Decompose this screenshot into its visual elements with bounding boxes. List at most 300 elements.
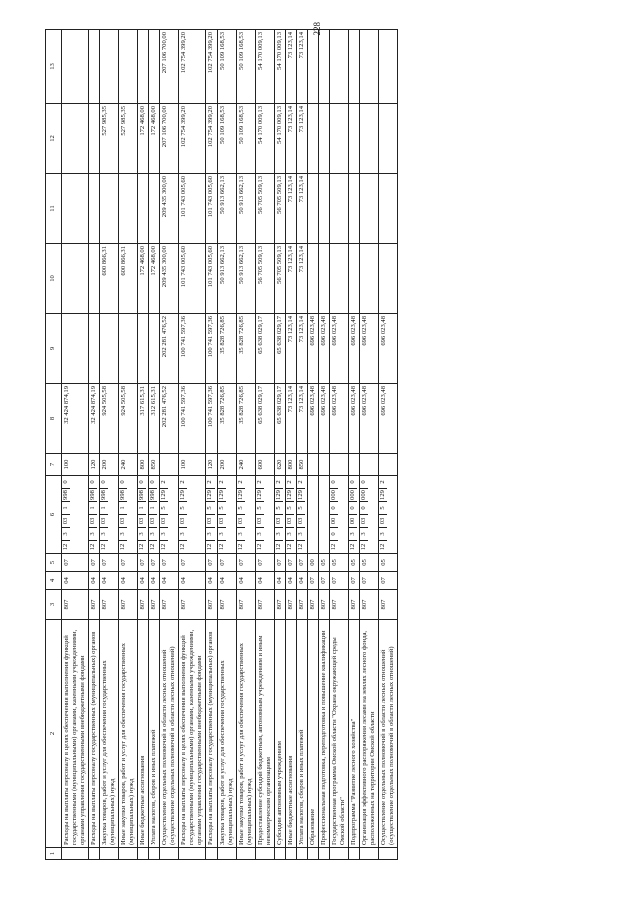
target-article-code-part: 12	[379, 540, 387, 553]
section-code-cell: 04	[179, 572, 206, 590]
target-article-code-part: 03	[138, 514, 146, 527]
column-header-9: 9	[46, 314, 62, 384]
column-header-8: 8	[46, 384, 62, 454]
subsection-code-cell: 07	[255, 554, 274, 572]
target-article-code-cell	[307, 476, 318, 554]
target-article-code-cell	[160, 476, 179, 554]
target-article-code-part: 3	[360, 527, 368, 540]
target-article-code-part: 03	[160, 514, 168, 527]
amount-cell-12: 527 985,35	[100, 104, 119, 174]
target-article-code-part: 3	[297, 527, 305, 540]
target-article-code-cell	[206, 476, 217, 554]
table-row	[274, 30, 285, 860]
amount-cell-12	[348, 104, 359, 174]
target-article-code-part: 03	[62, 514, 70, 527]
item-name-cell: Государственная программа Омской области "Охрана окружающей среды Омской области"	[329, 620, 348, 848]
amount-cell-9: 65 638 029,17	[274, 314, 285, 384]
amount-cell-13: 54 170 009,13	[274, 30, 285, 104]
amount-cell-12: 172 468,00	[149, 104, 160, 174]
subsection-code-cell: 07	[160, 554, 179, 572]
amount-cell-13	[318, 30, 329, 104]
expense-type-cell	[359, 454, 378, 476]
amount-cell-11: 56 705 509,13	[255, 174, 274, 244]
row-index-cell	[100, 848, 119, 860]
ministry-code-cell: 807	[160, 590, 179, 620]
amount-cell-13	[62, 30, 89, 104]
item-name-cell: Уплата налогов, сборов и иных платежей	[149, 620, 160, 848]
target-article-code-part: 2	[206, 480, 214, 484]
table-row	[100, 30, 119, 860]
table-row	[255, 30, 274, 860]
target-article-code-part: 129	[275, 488, 283, 501]
target-article-code-part: 3	[286, 527, 294, 540]
expense-type-cell	[379, 454, 398, 476]
target-article-code-part: 1	[149, 501, 157, 514]
amount-cell-12: 54 170 009,13	[274, 104, 285, 174]
target-article-code-part: 00	[349, 514, 357, 527]
amount-cell-13: 50 109 168,53	[217, 30, 236, 104]
column-header-1: 1	[46, 848, 62, 860]
target-article-code-part: 998	[89, 488, 97, 501]
amount-cell-12: 73 123,14	[296, 104, 307, 174]
amount-cell-13	[138, 30, 149, 104]
amount-cell-13: 50 109 168,53	[236, 30, 255, 104]
expense-type-cell: 600	[255, 454, 274, 476]
expense-type-cell: 850	[296, 454, 307, 476]
subsection-code-cell: 07	[217, 554, 236, 572]
amount-cell-8: 73 123,14	[296, 384, 307, 454]
ministry-code-cell: 807	[149, 590, 160, 620]
table-row	[348, 30, 359, 860]
item-name-cell: Иные бюджетные ассигнования	[138, 620, 149, 848]
amount-cell-12	[89, 104, 100, 174]
expense-type-cell: 120	[206, 454, 217, 476]
amount-cell-9: 35 828 726,85	[217, 314, 236, 384]
item-name-cell: Уплата налогов, сборов и иных платежей	[296, 620, 307, 848]
item-name-cell: Организация эффективного распоряжения лесами на землях лесного фонда, расположенных на территории Омской области	[359, 620, 378, 848]
section-code-cell: 04	[160, 572, 179, 590]
target-article-code-part: 12	[360, 540, 368, 553]
subsection-code-cell: 07	[274, 554, 285, 572]
target-article-code-part: 0	[330, 501, 338, 514]
row-index-cell	[307, 848, 318, 860]
target-article-code-part: 12	[256, 540, 264, 553]
target-article-code-part: 0	[62, 480, 69, 484]
amount-cell-9: 73 123,14	[296, 314, 307, 384]
subsection-code-cell: 05	[329, 554, 348, 572]
table-row	[285, 30, 296, 860]
amount-cell-8: 696 023,48	[348, 384, 359, 454]
row-index-cell	[318, 848, 329, 860]
target-article-code-part: 0	[330, 527, 338, 540]
target-article-code-cell	[138, 476, 149, 554]
target-article-code-cell	[236, 476, 255, 554]
subsection-code-cell: 07	[285, 554, 296, 572]
budget-table	[45, 29, 398, 860]
row-index-cell	[255, 848, 274, 860]
amount-cell-13: 102 754 399,20	[179, 30, 206, 104]
ministry-code-cell: 807	[236, 590, 255, 620]
table-row	[217, 30, 236, 860]
amount-cell-10	[379, 244, 398, 314]
target-article-code-part: 3	[138, 527, 146, 540]
amount-cell-11: 50 913 662,13	[217, 174, 236, 244]
target-article-code-part: 3	[160, 527, 168, 540]
amount-cell-11	[119, 174, 138, 244]
subsection-code-cell: 05	[318, 554, 329, 572]
target-article-code-part: 0	[329, 480, 337, 484]
target-article-code-part: 03	[275, 514, 283, 527]
amount-cell-10	[62, 244, 89, 314]
target-article-code-part: 2	[285, 480, 293, 484]
amount-cell-9: 696 023,48	[307, 314, 318, 384]
amount-cell-12: 172 468,00	[138, 104, 149, 174]
expense-type-cell: 240	[119, 454, 138, 476]
amount-cell-9: 696 023,48	[329, 314, 348, 384]
amount-cell-12: 527 985,35	[119, 104, 138, 174]
row-index-cell	[359, 848, 378, 860]
amount-cell-10: 50 913 662,13	[217, 244, 236, 314]
amount-cell-8: 924 505,58	[119, 384, 138, 454]
target-article-code-part: 2	[296, 480, 304, 484]
section-code-cell: 04	[296, 572, 307, 590]
subsection-code-cell: 00	[307, 554, 318, 572]
item-name-cell: Закупка товаров, работ и услуг для обеспечения государственных (муниципальных) нужд	[217, 620, 236, 848]
column-header-2: 2	[46, 620, 62, 848]
expense-type-cell: 240	[236, 454, 255, 476]
target-article-code-part: 12	[62, 540, 70, 553]
target-article-code-cell	[274, 476, 285, 554]
row-index-cell	[348, 848, 359, 860]
item-name-cell: Закупка товаров, работ и услуг для обеспечения государственных (муниципальных) нужд	[100, 620, 119, 848]
column-header-7: 7	[46, 454, 62, 476]
amount-cell-13: 54 170 009,13	[255, 30, 274, 104]
table-row	[296, 30, 307, 860]
target-article-code-part: 1	[89, 501, 97, 514]
section-code-cell: 07	[329, 572, 348, 590]
section-code-cell: 04	[255, 572, 274, 590]
amount-cell-10: 101 743 005,60	[206, 244, 217, 314]
amount-cell-11: 73 123,14	[296, 174, 307, 244]
target-article-code-part: 12	[119, 540, 127, 553]
target-article-code-part: 03	[206, 514, 214, 527]
amount-cell-12: 102 754 399,20	[206, 104, 217, 174]
column-header-6: 6	[46, 476, 62, 554]
ministry-code-cell: 807	[100, 590, 119, 620]
item-name-cell: Расходы на выплаты персоналу в целях обеспечения выполнения функций государственными (муниципальными) органами, казенными учреждениями, органами управления государственными внебюджетными фондами	[179, 620, 206, 848]
subsection-code-cell: 07	[206, 554, 217, 572]
target-article-code-part: 3	[89, 527, 97, 540]
amount-cell-12: 207 106 700,00	[160, 104, 179, 174]
amount-cell-8: 696 023,48	[379, 384, 398, 454]
target-article-code-part: 000	[360, 488, 368, 501]
amount-cell-11: 101 743 005,60	[179, 174, 206, 244]
target-article-code-cell	[285, 476, 296, 554]
amount-cell-13: 207 106 700,00	[160, 30, 179, 104]
ministry-code-cell: 807	[62, 590, 89, 620]
amount-cell-13: 102 754 399,20	[206, 30, 217, 104]
item-name-cell: Осуществление отдельных полномочий в области лесных отношений (осуществление отдельных полномочий в области лесных отношений)	[160, 620, 179, 848]
table-row	[89, 30, 100, 860]
column-header-10: 10	[46, 244, 62, 314]
item-name-cell: Иные закупки товаров, работ и услуг для обеспечения государственных (муниципальных) нужд	[119, 620, 138, 848]
table-row	[359, 30, 378, 860]
target-article-code-part: 12	[89, 540, 97, 553]
table-row	[138, 30, 149, 860]
item-name-cell: Предоставление субсидий бюджетным, автономным учреждениям и иным некоммерческим организациям	[255, 620, 274, 848]
expense-type-cell: 620	[274, 454, 285, 476]
table-row	[379, 30, 398, 860]
amount-cell-10	[307, 244, 318, 314]
ministry-code-cell: 807	[255, 590, 274, 620]
ministry-code-cell: 807	[318, 590, 329, 620]
target-article-code-part: 2	[236, 480, 244, 484]
amount-cell-10: 600 866,31	[119, 244, 138, 314]
item-name-cell: Расходы на выплаты персоналу государственных (муниципальных) органов	[206, 620, 217, 848]
amount-cell-8: 924 505,58	[100, 384, 119, 454]
subsection-code-cell: 07	[89, 554, 100, 572]
item-name-cell: Образование	[307, 620, 318, 848]
amount-cell-13	[307, 30, 318, 104]
expense-type-cell: 850	[149, 454, 160, 476]
item-name-cell: Подпрограмма "Развитие лесного хозяйства"	[348, 620, 359, 848]
amount-cell-11	[348, 174, 359, 244]
target-article-code-part: 129	[379, 488, 387, 501]
target-article-code-part: 5	[379, 501, 387, 514]
target-article-code-part: 12	[275, 540, 283, 553]
expense-type-cell: 100	[179, 454, 206, 476]
target-article-code-part: 129	[256, 488, 264, 501]
row-index-cell	[217, 848, 236, 860]
target-article-code-part: 0	[348, 480, 356, 484]
target-article-code-part: 03	[179, 514, 187, 527]
target-article-code-part: 12	[237, 540, 245, 553]
target-article-code-part: 3	[256, 527, 264, 540]
ministry-code-cell: 807	[285, 590, 296, 620]
item-name-cell: Расходы на выплаты персоналу государственных (муниципальных) органов	[89, 620, 100, 848]
amount-cell-10: 56 705 509,13	[255, 244, 274, 314]
target-article-code-part: 03	[286, 514, 294, 527]
target-article-code-part: 0	[100, 480, 108, 484]
table-row	[318, 30, 329, 860]
target-article-code-part: 12	[206, 540, 214, 553]
target-article-code-part: 03	[297, 514, 305, 527]
target-article-code-cell	[379, 476, 398, 554]
subsection-code-cell: 05	[379, 554, 398, 572]
target-article-code-cell	[149, 476, 160, 554]
subsection-code-cell: 07	[100, 554, 119, 572]
target-article-code-part: 3	[100, 527, 108, 540]
amount-cell-10	[89, 244, 100, 314]
target-article-code-part: 03	[149, 514, 157, 527]
amount-cell-11	[62, 174, 89, 244]
target-article-code-part: 03	[256, 514, 264, 527]
target-article-code-part: 03	[360, 514, 368, 527]
amount-cell-8: 100 741 597,36	[179, 384, 206, 454]
target-article-code-part: 03	[119, 514, 127, 527]
amount-cell-10: 600 866,31	[100, 244, 119, 314]
target-article-code-part: 3	[119, 527, 127, 540]
amount-cell-11	[318, 174, 329, 244]
target-article-code-part: 5	[237, 501, 245, 514]
amount-cell-13	[359, 30, 378, 104]
target-article-code-part: 12	[297, 540, 305, 553]
section-code-cell: 04	[217, 572, 236, 590]
target-article-code-part: 0	[149, 480, 157, 484]
target-article-code-part: 1	[119, 501, 127, 514]
target-article-code-part: 5	[179, 501, 187, 514]
row-index-cell	[138, 848, 149, 860]
amount-cell-12: 102 754 399,20	[179, 104, 206, 174]
subsection-code-cell: 05	[348, 554, 359, 572]
amount-cell-11	[379, 174, 398, 244]
amount-cell-11	[89, 174, 100, 244]
amount-cell-10	[359, 244, 378, 314]
amount-cell-11: 209 435 300,00	[160, 174, 179, 244]
target-article-code-part: 12	[160, 540, 168, 553]
target-article-code-part: 3	[237, 527, 245, 540]
row-index-cell	[379, 848, 398, 860]
target-article-code-part: 3	[179, 527, 187, 540]
amount-cell-8: 65 638 029,17	[255, 384, 274, 454]
target-article-code-part: 0	[359, 480, 367, 484]
item-name-cell: Осуществление отдельных полномочий в области лесных отношений (осуществление отдельных полномочий в области лесных отношений)	[379, 620, 398, 848]
target-article-code-part: 1	[62, 501, 70, 514]
subsection-code-cell: 07	[236, 554, 255, 572]
amount-cell-9: 696 023,48	[318, 314, 329, 384]
target-article-code-part: 129	[297, 488, 305, 501]
target-article-code-part: 0	[89, 480, 97, 484]
row-index-cell	[149, 848, 160, 860]
target-article-code-part: 0	[138, 480, 146, 484]
row-index-cell	[206, 848, 217, 860]
amount-cell-9	[138, 314, 149, 384]
target-article-code-part: 129	[179, 488, 187, 501]
ministry-code-cell: 807	[274, 590, 285, 620]
table-row	[160, 30, 179, 860]
section-code-cell: 04	[206, 572, 217, 590]
expense-type-cell	[160, 454, 179, 476]
target-article-code-part: 3	[62, 527, 70, 540]
expense-type-cell: 200	[217, 454, 236, 476]
amount-cell-10: 56 705 509,13	[274, 244, 285, 314]
ministry-code-cell: 807	[296, 590, 307, 620]
target-article-code-cell	[100, 476, 119, 554]
target-article-code-part: 998	[138, 488, 146, 501]
row-index-cell	[236, 848, 255, 860]
item-name-cell: Субсидии автономным учреждениям	[274, 620, 285, 848]
table-row	[149, 30, 160, 860]
target-article-code-cell	[348, 476, 359, 554]
target-article-code-part: 2	[379, 480, 386, 484]
target-article-code-part: 3	[275, 527, 283, 540]
table-row	[119, 30, 138, 860]
target-article-code-part: 5	[286, 501, 294, 514]
amount-cell-9	[149, 314, 160, 384]
section-code-cell: 04	[100, 572, 119, 590]
expense-type-cell	[329, 454, 348, 476]
subsection-code-cell: 07	[138, 554, 149, 572]
target-article-code-cell	[179, 476, 206, 554]
expense-type-cell	[348, 454, 359, 476]
amount-cell-10: 50 913 662,13	[236, 244, 255, 314]
target-article-code-part: 12	[149, 540, 157, 553]
target-article-code-part: 2	[255, 480, 263, 484]
target-article-code-part: 2	[274, 480, 282, 484]
target-article-code-part: 998	[100, 488, 108, 501]
target-article-code-part: 12	[286, 540, 294, 553]
amount-cell-10: 73 123,14	[296, 244, 307, 314]
amount-cell-12	[307, 104, 318, 174]
target-article-code-part: 1	[100, 501, 108, 514]
row-index-cell	[274, 848, 285, 860]
row-index-cell	[179, 848, 206, 860]
column-header-13: 13	[46, 30, 62, 104]
target-article-code-part: 12	[179, 540, 187, 553]
amount-cell-9: 35 828 726,85	[236, 314, 255, 384]
ministry-code-cell: 807	[329, 590, 348, 620]
target-article-code-part: 2	[160, 480, 168, 484]
column-header-12: 12	[46, 104, 62, 174]
amount-cell-10: 73 123,14	[285, 244, 296, 314]
amount-cell-9: 100 741 597,36	[179, 314, 206, 384]
amount-cell-12	[359, 104, 378, 174]
expense-type-cell: 120	[89, 454, 100, 476]
target-article-code-part: 12	[138, 540, 146, 553]
table-row	[62, 30, 89, 860]
amount-cell-9	[119, 314, 138, 384]
amount-cell-9: 696 023,48	[379, 314, 398, 384]
target-article-code-cell	[119, 476, 138, 554]
amount-cell-8: 32 424 874,19	[89, 384, 100, 454]
section-code-cell: 04	[62, 572, 89, 590]
target-article-code-part: 12	[349, 540, 357, 553]
section-code-cell: 04	[138, 572, 149, 590]
target-article-code-part: 3	[379, 527, 387, 540]
expense-type-cell: 200	[100, 454, 119, 476]
page-number: 228	[312, 22, 322, 36]
amount-cell-11: 56 705 509,13	[274, 174, 285, 244]
target-article-code-part: 12	[100, 540, 108, 553]
amount-cell-9: 202 281 476,52	[160, 314, 179, 384]
target-article-code-cell	[296, 476, 307, 554]
target-article-code-part: 2	[179, 480, 187, 484]
amount-cell-8: 35 828 726,85	[236, 384, 255, 454]
amount-cell-9	[62, 314, 89, 384]
ministry-code-cell: 807	[379, 590, 398, 620]
target-article-code-part: 5	[256, 501, 264, 514]
target-article-code-part: 12	[330, 540, 338, 553]
section-code-cell: 04	[236, 572, 255, 590]
target-article-code-part: 129	[160, 488, 168, 501]
section-code-cell: 04	[119, 572, 138, 590]
expense-type-cell: 100	[62, 454, 89, 476]
target-article-code-part: 1	[138, 501, 146, 514]
target-article-code-part: 03	[100, 514, 108, 527]
target-article-code-part: 03	[379, 514, 387, 527]
amount-cell-10	[318, 244, 329, 314]
amount-cell-10: 101 743 005,60	[179, 244, 206, 314]
target-article-code-part: 0	[119, 480, 127, 484]
target-article-code-part: 998	[119, 488, 127, 501]
amount-cell-13: 73 123,14	[296, 30, 307, 104]
target-article-code-part: 03	[237, 514, 245, 527]
table-body	[62, 30, 398, 860]
table-row	[307, 30, 318, 860]
amount-cell-12: 50 109 168,53	[236, 104, 255, 174]
table-row	[236, 30, 255, 860]
section-code-cell: 07	[379, 572, 398, 590]
